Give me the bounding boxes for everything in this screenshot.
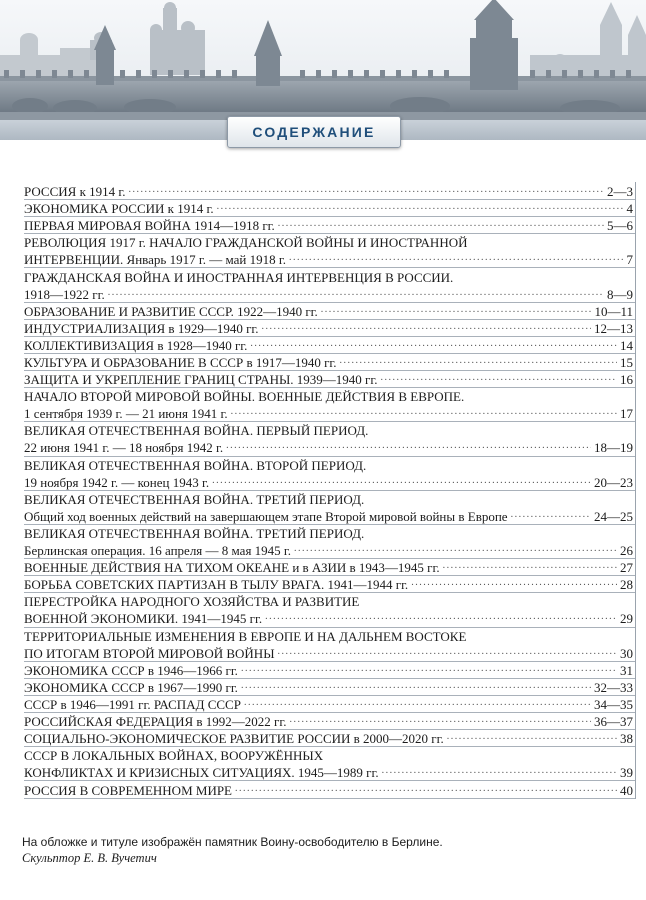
toc-entry[interactable]	[24, 319, 635, 337]
toc-entry[interactable]	[24, 353, 635, 371]
toc-leader-dots	[321, 305, 592, 316]
toc-entry-title: ВЕЛИКАЯ ОТЕЧЕСТВЕННАЯ ВОЙНА. ПЕРВЫЙ ПЕРИОД.	[24, 423, 369, 439]
toc-leader-dots	[289, 715, 591, 726]
toc-entry-title: ИНТЕРВЕНЦИИ. Январь 1917 г. — май 1918 г.	[24, 252, 286, 268]
toc-page-number: 10—11	[594, 303, 633, 319]
toc-leader-dots	[217, 202, 624, 213]
toc-entry[interactable]	[24, 729, 635, 747]
cover-caption: На обложке и титуле изображён памятник Воину-освободителю в Берлине.	[22, 835, 443, 849]
toc-page-number: 14	[620, 337, 633, 353]
toc-entry[interactable]	[24, 592, 635, 627]
toc-leader-dots	[212, 476, 591, 487]
toc-entry[interactable]	[24, 678, 635, 696]
toc-leader-dots	[511, 510, 591, 521]
toc-entry-title: 22 июня 1941 г. — 18 ноября 1942 г.	[24, 440, 224, 456]
contents-title: СОДЕРЖАНИЕ	[252, 124, 376, 140]
toc-leader-dots	[226, 441, 591, 452]
toc-leader-dots	[250, 339, 617, 350]
toc-entry-title: ВОЕННОЙ ЭКОНОМИКИ. 1941—1945 гг.	[24, 611, 263, 627]
toc-leader-dots	[241, 664, 617, 675]
toc-page-number: 15	[620, 355, 633, 370]
toc-leader-dots	[411, 578, 617, 589]
toc-entry-title: ЭКОНОМИКА РОССИИ к 1914 г.	[24, 201, 214, 217]
toc-page-number: 4	[626, 201, 633, 217]
toc-page-number: 36—37	[594, 714, 633, 730]
toc-page-number: 32—33	[594, 679, 633, 695]
toc-entry-title: БОРЬБА СОВЕТСКИХ ПАРТИЗАН В ТЫЛУ ВРАГА. 1941—1944 гг.	[24, 577, 409, 593]
toc-leader-dots	[278, 647, 617, 658]
toc-entry-title: 19 ноября 1942 г. — конец 1943 г.	[24, 474, 210, 490]
toc-page-number: 20—23	[594, 474, 633, 490]
toc-entry[interactable]	[24, 199, 635, 217]
toc-page-number: 26	[620, 543, 633, 559]
toc-entry-title: КОНФЛИКТАХ И КРИЗИСНЫХ СИТУАЦИЯХ. 1945—1989 гг.	[24, 765, 379, 781]
toc-entry-title: КОЛЛЕКТИВИЗАЦИЯ в 1928—1940 гг.	[24, 337, 248, 353]
cover-footnote	[22, 834, 443, 866]
toc-entry-title: Общий ход военных действий на завершающем этапе Второй мировой войны в Европе	[24, 508, 508, 524]
toc-leader-dots	[381, 373, 617, 384]
toc-entry-title: ГРАЖДАНСКАЯ ВОЙНА И ИНОСТРАННАЯ ИНТЕРВЕНЦИЯ В РОССИИ.	[24, 269, 454, 285]
toc-entry-title: СССР в 1946—1991 гг. РАСПАД СССР	[24, 697, 241, 712]
toc-page-number: 16	[620, 372, 633, 388]
toc-entry[interactable]	[24, 712, 635, 730]
toc-leader-dots	[278, 219, 604, 230]
toc-entry[interactable]	[24, 370, 635, 388]
toc-entry[interactable]	[24, 182, 635, 200]
toc-leader-dots	[108, 288, 604, 299]
toc-entry-title: РОССИЯ к 1914 г.	[24, 184, 126, 199]
toc-entry[interactable]	[24, 746, 635, 781]
toc-entry-title: Берлинская операция. 16 апреля — 8 мая 1945 г.	[24, 543, 292, 559]
toc-leader-dots	[340, 356, 617, 367]
toc-entry-title: ВЕЛИКАЯ ОТЕЧЕСТВЕННАЯ ВОЙНА. ТРЕТИЙ ПЕРИОД.	[24, 491, 365, 507]
toc-page-number: 18—19	[594, 440, 633, 456]
toc-leader-dots	[129, 185, 604, 196]
toc-entry[interactable]	[24, 456, 635, 491]
toc-entry[interactable]	[24, 558, 635, 576]
toc-page-number: 31	[620, 662, 633, 678]
toc-entry-title: РОССИЙСКАЯ ФЕДЕРАЦИЯ в 1992—2022 гг.	[24, 714, 287, 730]
toc-entry-title: ОБРАЗОВАНИЕ И РАЗВИТИЕ СССР. 1922—1940 гг.	[24, 303, 318, 319]
toc-entry[interactable]	[24, 268, 635, 303]
toc-entry[interactable]	[24, 781, 635, 799]
toc-entry-title: 1918—1922 гг.	[24, 286, 105, 302]
toc-entry-title: ПО ИТОГАМ ВТОРОЙ МИРОВОЙ ВОЙНЫ	[24, 645, 275, 661]
toc-page-number: 29	[620, 611, 633, 627]
toc-entry-title: ЭКОНОМИКА СССР в 1967—1990 гг.	[24, 679, 238, 695]
contents-heading	[227, 116, 401, 148]
toc-page-number: 24—25	[594, 508, 633, 524]
toc-entry[interactable]	[24, 575, 635, 593]
toc-leader-dots	[265, 612, 617, 623]
toc-leader-dots	[294, 544, 617, 555]
toc-leader-dots	[262, 322, 591, 333]
toc-entry-title: ВЕЛИКАЯ ОТЕЧЕСТВЕННАЯ ВОЙНА. ТРЕТИЙ ПЕРИОД.	[24, 526, 365, 541]
toc-leader-dots	[235, 784, 617, 795]
toc-leader-dots	[231, 407, 617, 418]
sculptor-credit: Скульптор Е. В. Вучетич	[22, 851, 157, 865]
toc-leader-dots	[289, 253, 624, 264]
toc-page-number: 2—3	[607, 184, 633, 199]
toc-entry-title: ПЕРВАЯ МИРОВАЯ ВОЙНА 1914—1918 гг.	[24, 218, 275, 234]
toc-entry[interactable]	[24, 336, 635, 354]
toc-page-number: 5—6	[607, 218, 633, 234]
toc-entry[interactable]	[24, 387, 635, 422]
toc-page-number: 17	[620, 406, 633, 422]
toc-entry[interactable]	[24, 490, 635, 525]
toc-leader-dots	[244, 698, 591, 709]
toc-entry[interactable]	[24, 524, 635, 559]
toc-entry-title: ВЕЛИКАЯ ОТЕЧЕСТВЕННАЯ ВОЙНА. ВТОРОЙ ПЕРИОД.	[24, 457, 367, 473]
toc-entry[interactable]	[24, 302, 635, 320]
toc-page-number: 38	[620, 731, 633, 747]
toc-entry-title: ТЕРРИТОРИАЛЬНЫЕ ИЗМЕНЕНИЯ В ЕВРОПЕ И НА ДАЛЬНЕМ ВОСТОКЕ	[24, 628, 467, 644]
toc-page-number: 39	[620, 765, 633, 781]
toc-entry[interactable]	[24, 421, 635, 456]
toc-page-number: 30	[620, 645, 633, 661]
toc-page-number: 8—9	[607, 286, 633, 302]
toc-entry-title: СССР В ЛОКАЛЬНЫХ ВОЙНАХ, ВООРУЖЁННЫХ	[24, 748, 324, 764]
toc-entry-title: ЗАЩИТА И УКРЕПЛЕНИЕ ГРАНИЦ СТРАНЫ. 1939—1940 гг.	[24, 372, 378, 388]
toc-entry-title: СОЦИАЛЬНО-ЭКОНОМИЧЕСКОЕ РАЗВИТИЕ РОССИИ в 2000—2020 гг.	[24, 731, 444, 747]
toc-page-number: 40	[620, 782, 633, 798]
toc-page-number: 27	[620, 560, 633, 576]
toc-page-number: 7	[626, 252, 633, 268]
toc-entry[interactable]	[24, 216, 635, 234]
toc-page-number: 12—13	[594, 320, 633, 336]
toc-entry-title: НАЧАЛО ВТОРОЙ МИРОВОЙ ВОЙНЫ. ВОЕННЫЕ ДЕЙСТВИЯ В ЕВРОПЕ.	[24, 389, 465, 405]
toc-entry-title: РЕВОЛЮЦИЯ 1917 г. НАЧАЛО ГРАЖДАНСКОЙ ВОЙНЫ И ИНОСТРАННОЙ	[24, 235, 468, 251]
toc-entry[interactable]	[24, 627, 635, 662]
toc-entry[interactable]	[24, 233, 635, 268]
toc-leader-dots	[241, 681, 591, 692]
toc-entry-title: 1 сентября 1939 г. — 21 июня 1941 г.	[24, 406, 228, 422]
toc-entry-title: КУЛЬТУРА И ОБРАЗОВАНИЕ В СССР в 1917—1940 гг.	[24, 355, 337, 370]
toc-entry-title: ПЕРЕСТРОЙКА НАРОДНОГО ХОЗЯЙСТВА И РАЗВИТИЕ	[24, 594, 360, 610]
toc-leader-dots	[443, 561, 617, 572]
toc-entry-title: ВОЕННЫЕ ДЕЙСТВИЯ НА ТИХОМ ОКЕАНЕ и в АЗИИ в 1943—1945 гг.	[24, 560, 440, 576]
toc-entry[interactable]	[24, 695, 635, 713]
toc-leader-dots	[382, 766, 617, 777]
table-of-contents	[24, 182, 636, 799]
toc-page-number: 28	[620, 577, 633, 593]
toc-leader-dots	[447, 732, 617, 743]
toc-entry[interactable]	[24, 661, 635, 679]
toc-entry-title: РОССИЯ В СОВРЕМЕННОМ МИРЕ	[24, 782, 232, 798]
toc-entry-title: ЭКОНОМИКА СССР в 1946—1966 гг.	[24, 662, 238, 678]
toc-page-number: 34—35	[594, 697, 633, 712]
toc-entry-title: ИНДУСТРИАЛИЗАЦИЯ в 1929—1940 гг.	[24, 320, 259, 336]
